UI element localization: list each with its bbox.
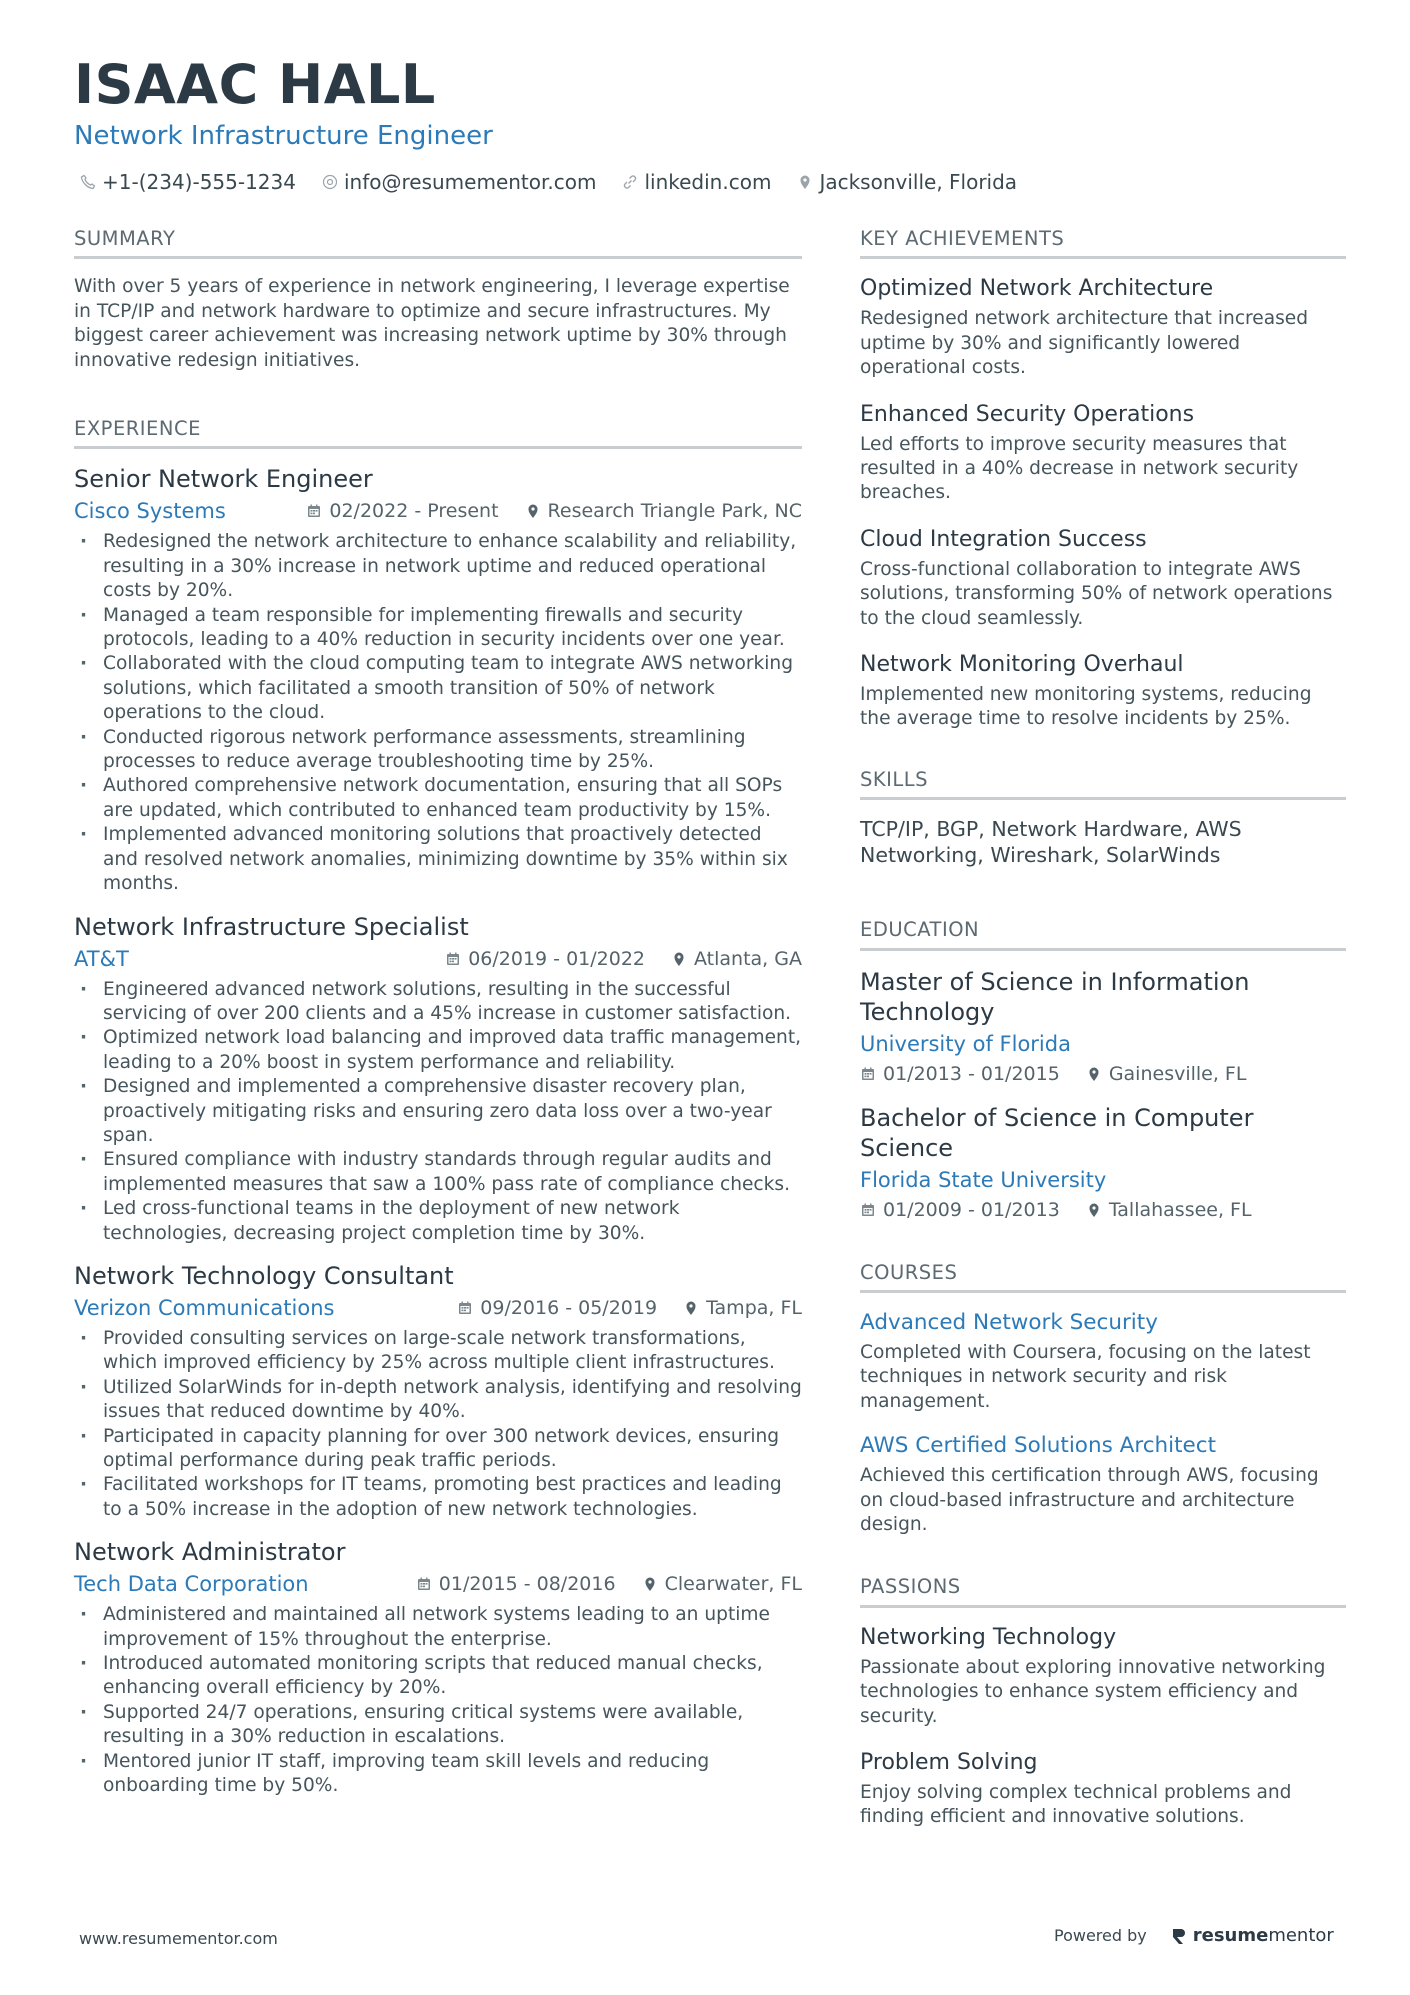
job-bullet: · Redesigned the network architecture to enhance scalability and reliability, resulting in a 30% increase in network uptime and reduced operational costs by 20%.	[74, 530, 802, 603]
job-bullet: · Provided consulting services on large-scale network transformations, which improved efficiency by 25% across multiple client infrastructures.	[74, 1327, 802, 1376]
calendar-icon	[457, 1300, 473, 1316]
course-title: Advanced Network Security	[860, 1310, 1158, 1336]
job-bullet: · Utilized SolarWinds for in-depth network analysis, identifying and resolving issues that reduced downtime by 40%.	[74, 1376, 802, 1425]
skills-section	[860, 768, 1346, 868]
location-text: Jacksonville, Florida	[819, 170, 1018, 194]
job-title: Network Infrastructure Specialist	[74, 912, 469, 941]
education-dates-text: 01/2013 - 01/2015	[883, 1062, 1060, 1085]
course-item	[860, 1432, 1346, 1537]
job-dates-text: 02/2022 - Present	[329, 500, 499, 523]
job-dates	[445, 948, 645, 970]
resumementor-logo-icon	[1171, 1927, 1187, 1945]
job-bullet: · Conducted rigorous network performance assessments, streamlining processes to reduce average troubleshooting time by 25%.	[74, 726, 802, 775]
candidate-title: Network Infrastructure Engineer	[74, 121, 493, 151]
powered-by-text: Powered by	[1054, 1926, 1147, 1945]
achievement-item	[860, 401, 1346, 506]
map-pin-icon	[683, 1300, 699, 1316]
job-meta	[74, 1295, 802, 1321]
passions-section	[860, 1575, 1346, 1829]
course-list	[860, 1309, 1346, 1537]
job-entry	[74, 465, 802, 896]
calendar-icon	[445, 951, 461, 967]
job-meta	[74, 1571, 802, 1597]
calendar-icon	[860, 1202, 876, 1218]
job-bullet: · Facilitated workshops for IT teams, promoting best practices and leading to a 50% increase in the adoption of new network technologies.	[74, 1473, 802, 1522]
brand-suffix: mentor	[1268, 1925, 1334, 1946]
footer-brand	[1054, 1925, 1334, 1946]
school-name: University of Florida	[860, 1031, 1071, 1056]
passion-item	[860, 1624, 1346, 1729]
achievement-title: Network Monitoring Overhaul	[860, 652, 1184, 678]
achievement-text: Led efforts to improve security measures that resulted in a 40% decrease in network security breaches.	[860, 433, 1299, 504]
course-text: Completed with Coursera, focusing on the latest techniques in network security and risk management.	[860, 1342, 1311, 1412]
company-name: Cisco Systems	[74, 499, 226, 524]
achievement-text: Implemented new monitoring systems, reducing the average time to resolve incidents by 25%.	[860, 684, 1312, 730]
contact-bar	[80, 170, 1017, 194]
map-pin-icon	[1086, 1066, 1102, 1082]
job-title: Network Administrator	[74, 1538, 346, 1567]
candidate-name: ISAAC HALL	[74, 53, 436, 116]
education-meta	[860, 1063, 1346, 1085]
email-text: info@resumementor.com	[343, 170, 597, 194]
education-location-text: Tallahassee, FL	[1108, 1198, 1252, 1221]
education-location	[1086, 1199, 1252, 1221]
at-icon	[322, 174, 338, 190]
job-details	[416, 1573, 802, 1595]
job-bullet: · Authored comprehensive network documentation, ensuring that all SOPs are updated, which contributed to enhanced team productivity by 15%.	[74, 774, 802, 823]
courses-heading: COURSES	[860, 1261, 1346, 1293]
education-dates	[860, 1199, 1060, 1221]
education-list	[860, 967, 1346, 1221]
passion-item	[860, 1749, 1346, 1830]
phone-icon	[80, 174, 96, 190]
job-bullets	[74, 530, 802, 896]
achievement-item	[860, 526, 1346, 631]
course-title: AWS Certified Solutions Architect	[860, 1433, 1217, 1459]
education-dates	[860, 1063, 1060, 1085]
job-location-text: Tampa, FL	[706, 1296, 802, 1319]
job-bullets	[74, 978, 802, 1246]
education-section	[860, 918, 1346, 1220]
job-dates-text: 06/2019 - 01/2022	[468, 947, 646, 970]
footer-website[interactable]: www.resumementor.com	[79, 1929, 278, 1948]
education-location	[1086, 1063, 1247, 1085]
achievement-text: Redesigned network architecture that increased uptime by 30% and significantly lowered operational costs.	[860, 308, 1309, 379]
education-dates-text: 01/2009 - 01/2013	[883, 1198, 1060, 1221]
passion-list	[860, 1624, 1346, 1830]
job-bullet: · Designed and implemented a comprehensive disaster recovery plan, proactively mitigating risks and ensuring zero data loss over a two-year span.	[74, 1075, 802, 1148]
job-bullet: · Participated in capacity planning for over 300 network devices, ensuring optimal performance during peak traffic periods.	[74, 1425, 802, 1474]
calendar-icon	[306, 503, 322, 519]
experience-section	[74, 417, 802, 1798]
education-meta	[860, 1199, 1346, 1221]
job-location	[642, 1573, 802, 1595]
job-bullets	[74, 1603, 802, 1798]
map-pin-icon	[525, 503, 541, 519]
passion-title: Problem Solving	[860, 1750, 1038, 1776]
experience-heading: EXPERIENCE	[74, 417, 802, 449]
achievements-heading: KEY ACHIEVEMENTS	[860, 227, 1346, 259]
achievement-title: Cloud Integration Success	[860, 526, 1147, 552]
course-item	[860, 1309, 1346, 1414]
job-location	[683, 1297, 802, 1319]
map-pin-icon	[671, 951, 687, 967]
summary-heading: SUMMARY	[74, 227, 802, 259]
skills-text: TCP/IP, BGP, Network Hardware, AWS Networking, Wireshark, SolarWinds	[860, 817, 1242, 868]
map-pin-icon	[642, 1576, 658, 1592]
map-pin-icon	[1086, 1202, 1102, 1218]
job-title: Senior Network Engineer	[74, 465, 373, 494]
brand-prefix: resume	[1192, 1925, 1269, 1946]
linkedin-text: linkedin.com	[644, 170, 772, 194]
degree-title: Bachelor of Science in Computer Science	[860, 1103, 1254, 1162]
job-bullet: · Implemented advanced monitoring solutions that proactively detected and resolved network anomalies, minimizing downtime by 35% within six months.	[74, 823, 802, 896]
job-location	[671, 948, 802, 970]
job-list	[74, 465, 802, 1798]
company-name: Tech Data Corporation	[74, 1572, 309, 1597]
job-bullet: · Led cross-functional teams in the deployment of new network technologies, decreasing project completion time by 30%.	[74, 1197, 802, 1246]
company-name: Verizon Communications	[74, 1295, 335, 1320]
degree-title: Master of Science in Information Technology	[860, 967, 1250, 1026]
contact-linkedin[interactable]	[622, 170, 771, 194]
achievement-title: Enhanced Security Operations	[860, 401, 1195, 427]
job-title: Network Technology Consultant	[74, 1261, 454, 1290]
job-location	[525, 500, 802, 522]
contact-email[interactable]	[322, 170, 596, 194]
education-item	[860, 967, 1346, 1085]
job-bullets	[74, 1327, 802, 1522]
passion-title: Networking Technology	[860, 1624, 1117, 1650]
education-heading: EDUCATION	[860, 918, 1346, 950]
phone-text: +1-(234)-555-1234	[102, 170, 296, 194]
job-bullet: · Optimized network load balancing and improved data traffic management, leading to a 20% boost in system performance and reliability.	[74, 1026, 802, 1075]
summary-section	[74, 227, 802, 373]
job-meta	[74, 498, 802, 524]
job-entry	[74, 1262, 802, 1522]
job-bullet: · Introduced automated monitoring scripts that reduced manual checks, enhancing overall efficiency by 20%.	[74, 1652, 802, 1701]
job-bullet: · Supported 24/7 operations, ensuring critical systems were available, resulting in a 30% reduction in escalations.	[74, 1701, 802, 1750]
right-column	[860, 227, 1346, 1850]
job-location-text: Clearwater, FL	[664, 1573, 802, 1596]
job-dates-text: 01/2015 - 08/2016	[438, 1573, 616, 1596]
brand-logo[interactable]	[1171, 1925, 1334, 1946]
education-location-text: Gainesville, FL	[1108, 1062, 1247, 1085]
job-bullet: · Mentored junior IT staff, improving team skill levels and reducing onboarding time by 50%.	[74, 1750, 802, 1799]
passion-text: Passionate about exploring innovative networking technologies to enhance system efficiency and security.	[860, 1656, 1326, 1727]
contact-location	[797, 170, 1017, 194]
job-location-text: Atlanta, GA	[694, 947, 802, 970]
job-bullet: · Collaborated with the cloud computing team to integrate AWS networking solutions, which facilitated a smooth transition of 50% of network operations to the cloud.	[74, 652, 802, 725]
link-icon	[622, 174, 638, 190]
job-dates	[306, 500, 498, 522]
job-bullet: · Managed a team responsible for implementing firewalls and security protocols, leading to a 40% reduction in security incidents over one year.	[74, 604, 802, 653]
map-pin-icon	[797, 174, 813, 190]
passions-heading: PASSIONS	[860, 1575, 1346, 1607]
passion-text: Enjoy solving complex technical problems and finding efficient and innovative solutions.	[860, 1782, 1292, 1828]
achievement-text: Cross-functional collaboration to integrate AWS solutions, transforming 50% of network operations to the cloud seamlessly.	[860, 558, 1333, 629]
achievement-item	[860, 275, 1346, 380]
job-bullet: · Engineered advanced network solutions, resulting in the successful servicing of over 200 clients and a 45% increase in customer satisfaction.	[74, 978, 802, 1027]
job-details	[445, 948, 802, 970]
calendar-icon	[416, 1576, 432, 1592]
summary-text: With over 5 years of experience in network engineering, I leverage expertise in TCP/IP and network hardware to optimize and secure infrastructures. My biggest career achievement was increasing network uptime by 30% through innovative redesign initiatives.	[74, 276, 790, 371]
job-details	[306, 500, 802, 522]
achievement-item	[860, 651, 1346, 732]
achievement-list	[860, 275, 1346, 731]
left-column	[74, 227, 802, 1798]
achievements-section	[860, 227, 1346, 732]
achievement-title: Optimized Network Architecture	[860, 276, 1214, 302]
calendar-icon	[860, 1066, 876, 1082]
job-entry	[74, 913, 802, 1246]
job-entry	[74, 1538, 802, 1798]
job-details	[457, 1297, 802, 1319]
job-dates-text: 09/2016 - 05/2019	[480, 1296, 658, 1319]
job-bullet: · Administered and maintained all network systems leading to an uptime improvement of 15% throughout the enterprise.	[74, 1603, 802, 1652]
job-dates	[457, 1297, 657, 1319]
company-name: AT&T	[74, 946, 129, 971]
skills-heading: SKILLS	[860, 768, 1346, 800]
school-name: Florida State University	[860, 1167, 1107, 1192]
job-dates	[416, 1573, 616, 1595]
courses-section	[860, 1261, 1346, 1538]
course-text: Achieved this certification through AWS, focusing on cloud-based infrastructure and architecture design.	[860, 1465, 1319, 1536]
contact-phone[interactable]	[80, 170, 296, 194]
education-item	[860, 1103, 1346, 1221]
job-location-text: Research Triangle Park, NC	[547, 500, 802, 523]
job-bullet: · Ensured compliance with industry standards through regular audits and implemented measures that saw a 100% pass rate of compliance checks.	[74, 1148, 802, 1197]
job-meta	[74, 946, 802, 972]
